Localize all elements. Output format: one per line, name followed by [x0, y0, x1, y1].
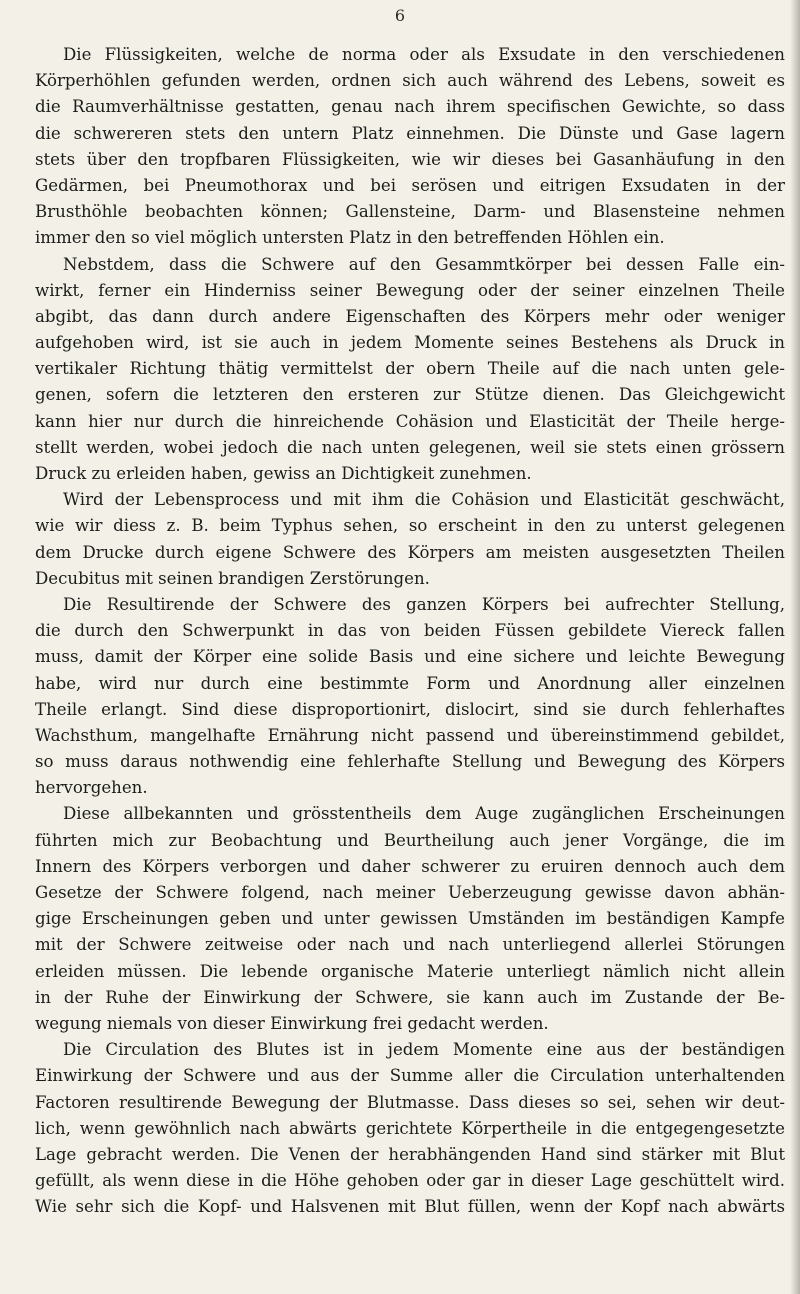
text-line: gefüllt, als wenn diese in die Höhe gehoben oder gar in dieser Lage geschüttelt wird.: [35, 1171, 785, 1191]
text-line: Decubitus mit seinen brandigen Zerstörungen.: [35, 568, 430, 588]
text-line: Theile erlangt. Sind diese disproportionirt, dislocirt, sind sie durch fehlerhaftes: [35, 699, 785, 719]
text-line: Einwirkung der Schwere und aus der Summe aller die Circulation unterhaltenden: [35, 1066, 785, 1086]
text-line: die Raumverhältnisse gestatten, genau nach ihrem specifischen Gewichte, so dass: [35, 97, 785, 117]
text-line: Wie sehr sich die Kopf- und Halsvenen mit Blut füllen, wenn der Kopf nach abwärts: [35, 1197, 785, 1217]
body-text: [35, 42, 785, 1220]
text-line: Brusthöhle beobachten können; Gallensteine, Darm- und Blasensteine nehmen: [35, 202, 785, 222]
text-line: wirkt, ferner ein Hinderniss seiner Bewegung oder der seiner einzelnen Theile: [35, 280, 785, 300]
text-line: so muss daraus nothwendig eine fehlerhafte Stellung und Bewegung des Körpers: [35, 752, 785, 772]
text-line: dem Drucke durch eigene Schwere des Körpers am meisten ausgesetzten Theilen: [35, 542, 785, 562]
text-line: Diese allbekannten und grösstentheils dem Auge zugänglichen Erscheinungen: [63, 804, 785, 824]
text-line: wie wir diess z. B. beim Typhus sehen, so erscheint in den zu unterst gelegenen: [35, 516, 785, 536]
text-line: Factoren resultirende Bewegung der Blutmasse. Dass dieses so sei, sehen wir deut-: [35, 1092, 785, 1112]
text-line: immer den so viel möglich untersten Platz in den betreffenden Höhlen ein.: [35, 228, 665, 248]
paragraph: [35, 1037, 785, 1220]
text-line: Lage gebracht werden. Die Venen der herabhängenden Hand sind stärker mit Blut: [35, 1144, 785, 1164]
text-line: lich, wenn gewöhnlich nach abwärts gerichtete Körpertheile in die entgegengesetzte: [35, 1118, 785, 1138]
text-line: kann hier nur durch die hinreichende Cohäsion und Elasticität der Theile herge-: [35, 411, 785, 431]
text-line: Die Circulation des Blutes ist in jedem Momente eine aus der beständigen: [63, 1040, 785, 1060]
text-line: die schwereren stets den untern Platz einnehmen. Die Dünste und Gase lagern: [35, 123, 785, 143]
text-line: Körperhöhlen gefunden werden, ordnen sich auch während des Lebens, soweit es: [35, 71, 785, 91]
text-line: vertikaler Richtung thätig vermittelst der obern Theile auf die nach unten gele-: [35, 359, 785, 379]
text-line: führten mich zur Beobachtung und Beurtheilung auch jener Vorgänge, die im: [35, 830, 785, 850]
text-line: muss, damit der Körper eine solide Basis und eine sichere und leichte Bewegung: [35, 647, 785, 667]
paragraph: [35, 42, 785, 252]
text-line: genen, sofern die letzteren den ersteren zur Stütze dienen. Das Gleichgewicht: [35, 385, 785, 405]
text-line: mit der Schwere zeitweise oder nach und nach unterliegend allerlei Störungen: [35, 935, 785, 955]
text-line: aufgehoben wird, ist sie auch in jedem Momente seines Bestehens als Druck in: [35, 333, 785, 353]
paragraph: [35, 592, 785, 802]
text-line: abgibt, das dann durch andere Eigenschaften des Körpers mehr oder weniger: [35, 306, 785, 326]
page-edge-shadow: [790, 0, 800, 1294]
paragraph: [35, 801, 785, 1037]
text-line: Druck zu erleiden haben, gewiss an Dichtigkeit zunehmen.: [35, 464, 532, 483]
text-line: Wachsthum, mangelhafte Ernährung nicht passend und übereinstimmend gebildet,: [35, 725, 785, 745]
text-line: Die Flüssigkeiten, welche de norma oder als Exsudate in den verschiedenen: [63, 45, 785, 64]
text-line: Nebstdem, dass die Schwere auf den Gesammtkörper bei dessen Falle ein-: [63, 254, 785, 274]
text-line: habe, wird nur durch eine bestimmte Form und Anordnung aller einzelnen: [35, 673, 785, 693]
text-line: Gedärmen, bei Pneumothorax und bei serösen und eitrigen Exsudaten in der: [35, 175, 785, 195]
text-line: Innern des Körpers verborgen und daher schwerer zu eruiren dennoch auch dem: [35, 856, 785, 876]
page-number: 6: [394, 6, 406, 25]
text-line: Die Resultirende der Schwere des ganzen Körpers bei aufrechter Stellung,: [63, 594, 785, 614]
text-line: Wird der Lebensprocess und mit ihm die Cohäsion und Elasticität geschwächt,: [63, 490, 785, 510]
text-line: hervorgehen.: [35, 778, 148, 798]
text-line: erleiden müssen. Die lebende organische Materie unterliegt nämlich nicht allein: [35, 961, 785, 981]
paragraph: [35, 252, 785, 488]
text-line: die durch den Schwerpunkt in das von beiden Füssen gebildete Viereck fallen: [35, 621, 785, 641]
text-line: stellt werden, wobei jedoch die nach unten gelegenen, weil sie stets einen grössern: [35, 437, 785, 457]
text-line: gige Erscheinungen geben und unter gewissen Umständen im beständigen Kampfe: [35, 909, 785, 929]
text-line: stets über den tropfbaren Flüssigkeiten, wie wir dieses bei Gasanhäufung in den: [35, 149, 785, 169]
paragraph: [35, 487, 785, 592]
text-line: Gesetze der Schwere folgend, nach meiner Ueberzeugung gewisse davon abhän-: [35, 883, 785, 902]
text-line: wegung niemals von dieser Einwirkung frei gedacht werden.: [35, 1013, 549, 1033]
text-line: in der Ruhe der Einwirkung der Schwere, sie kann auch im Zustande der Be-: [35, 987, 785, 1007]
